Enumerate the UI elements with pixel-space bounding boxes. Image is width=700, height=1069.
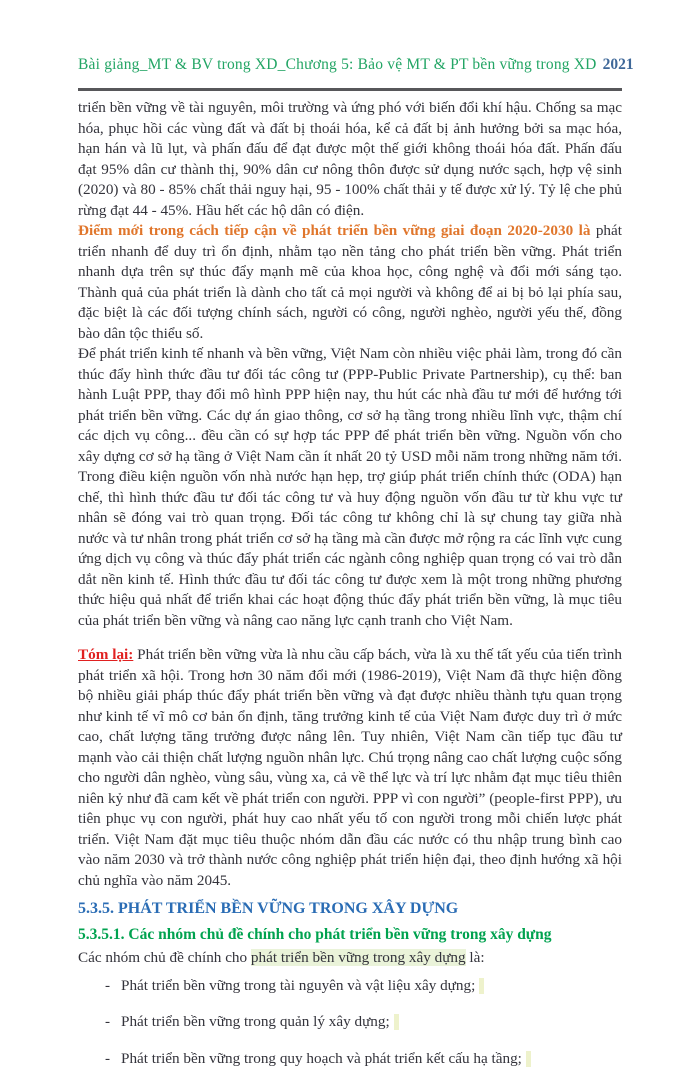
paragraph-ppp-investment: Để phát triển kinh tế nhanh và bền vững, Việt Nam còn nhiều việc phải làm, trong đó cần thúc đẩy hình thức đầu tư đối tác công tư (PPP-Public Private Partnership), cụ thể: ban hành Luật PPP, thay đổi mô hình PPP hiện nay, thu hút các nhà đầu tư mới để hướng tới phát triển bền vững. Các dự án giao thông, cơ sở hạ tầng trong nhiều lĩnh vực, thậm chí các dịch vụ công... đều cần có sự hợp tác PPP để phát triển bền vững. Nguồn vốn cho xây dựng cơ sở hạ tầng ở Việt Nam cần ít nhất 20 tỷ USD mỗi năm trong những năm tới. Trong điều kiện nguồn vốn nhà nước hạn hẹp, trợ giúp phát triển chính thức (ODA) hạn chế, thì hình thức đầu tư đối tác công tư và huy động nguồn vốn đầu tư từ khu vực tư nhân sẽ đóng vai trò quan trọng. Đối tác công tư không chỉ là sự chung tay giữa nhà nước và tư nhân trong phát triển cơ sở hạ tầng mà cần được mở rộng ra các lĩnh vực cung ứng dịch vụ công và thúc đẩy phát triển các ngành công nghiệp quan trọng có vai trò dẫn dắt nền kinh tế. Hình thức đầu tư đối tác công tư được xem là một trong những phương thức hiệu quả nhất để triển khai các hoạt động thúc đẩy phát triển bền vững, là mục tiêu của phát triển bền vững và nâng cao năng lực cạnh tranh cho Việt Nam. (78, 344, 622, 631)
header-title: Bài giảng_MT & BV trong XD_Chương 5: Bảo vệ MT & PT bền vững trong XD (78, 56, 597, 74)
themes-intro-pre: Các nhóm chủ đề chính cho (78, 949, 251, 966)
list-item (105, 1049, 622, 1069)
subsection-heading-5-3-5-1: 5.3.5.1. Các nhóm chủ đề chính cho phát triển bền vững trong xây dựng (78, 924, 622, 945)
summary-lead-label: Tóm lại: (78, 646, 133, 663)
paragraph-summary (78, 645, 622, 891)
list-item-text: Phát triển bền vững trong tài nguyên và vật liệu xây dựng; (121, 976, 475, 997)
paragraph-themes-intro (78, 948, 622, 969)
paragraph-new-approach (78, 221, 622, 344)
highlight-mark (479, 978, 484, 994)
bullet-dash: - (105, 976, 121, 997)
highlight-mark (394, 1014, 399, 1030)
highlight-mark (526, 1051, 531, 1067)
list-item-text: Phát triển bền vững trong quản lý xây dựng; (121, 1012, 390, 1033)
bullet-dash: - (105, 1012, 121, 1033)
themes-intro-post: là: (466, 949, 485, 966)
section-heading-5-3-5: 5.3.5. PHÁT TRIỂN BỀN VỮNG TRONG XÂY DỰNG (78, 898, 622, 919)
list-item-text: Phát triển bền vững trong quy hoạch và phát triển kết cấu hạ tầng; (121, 1049, 522, 1069)
list-item (105, 976, 622, 997)
header-year: 2021 (603, 56, 634, 74)
themes-bullet-list (78, 976, 622, 1069)
page-header (78, 42, 622, 88)
new-approach-body: phát triển nhanh để duy trì ổn định, nhằm tạo nền tảng cho phát triển bền vững. Phát triển nhanh dựa trên sự thúc đẩy mạnh mẽ của khoa học, công nghệ và đổi mới sáng tạo. Thành quả của phát triển là dành cho tất cả mọi người và không để ai bị bỏ lại phía sau, đặc biệt là các đối tượng chính sách, người có công, người nghèo, người yếu thế, đồng bào dân tộc thiểu số. (78, 222, 622, 342)
new-approach-lead-highlight: Điểm mới trong cách tiếp cận về phát triển bền vững giai đoạn 2020-2030 là (78, 222, 590, 239)
bullet-dash: - (105, 1049, 121, 1069)
list-item (105, 1012, 622, 1033)
themes-intro-highlighted-phrase: phát triển bền vững trong xây dựng (251, 949, 466, 966)
paragraph-sdg-targets: triển bền vững về tài nguyên, môi trường và ứng phó với biến đổi khí hậu. Chống sa mạc hóa, phục hồi các vùng đất và đất bị thoái hóa, kể cả đất bị ảnh hưởng bởi sa mạc hóa, hạn hán và lũ lụt, và phấn đấu để đạt được một thế giới không thoái hóa đất. Phấn đấu đạt 95% dân cư thành thị, 90% dân cư nông thôn được sử dụng nước sạch, hợp vệ sinh (2020) và 80 - 85% chất thải nguy hại, 95 - 100% chất thải y tế được xử lý. Tỷ lệ che phủ rừng đạt 44 - 45%. Hầu hết các hộ dân có điện. (78, 98, 622, 221)
summary-body: Phát triển bền vững vừa là nhu cầu cấp bách, vừa là xu thế tất yếu của tiến trình phát triển xã hội. Trong hơn 30 năm đổi mới (1986-2019), Việt Nam đã thực hiện đồng bộ nhiều giải pháp thúc đẩy phát triển bền vững và đạt được nhiều thành tựu quan trọng như kinh tế vĩ mô cơ bản ổn định, tăng trưởng kinh tế của Việt Nam được duy trì ở mức cao, chất lượng tăng trưởng được nâng lên. Tuy nhiên, Việt Nam cần tiếp tục đầu tư mạnh vào cải thiện chất lượng nguồn nhân lực. Chú trọng nâng cao chất lượng cuộc sống cho người dân nghèo, vùng sâu, vùng xa, cả về thể lực và trí lực nhằm đạt mục tiêu thiên niên kỷ như đã cam kết về phát triển con người. PPP vì con người” (people-first PPP), ưu tiên phục vụ con người, phát huy cao nhất yếu tố con người trong mỗi chiến lược phát triển. Việt Nam đặt mục tiêu thuộc nhóm dẫn đầu các nước có thu nhập trung bình cao vào năm 2030 và trở thành nước công nghiệp phát triển hiện đại, theo định hướng xã hội chủ nghĩa vào năm 2045. (78, 646, 622, 889)
document-content (78, 91, 622, 1069)
